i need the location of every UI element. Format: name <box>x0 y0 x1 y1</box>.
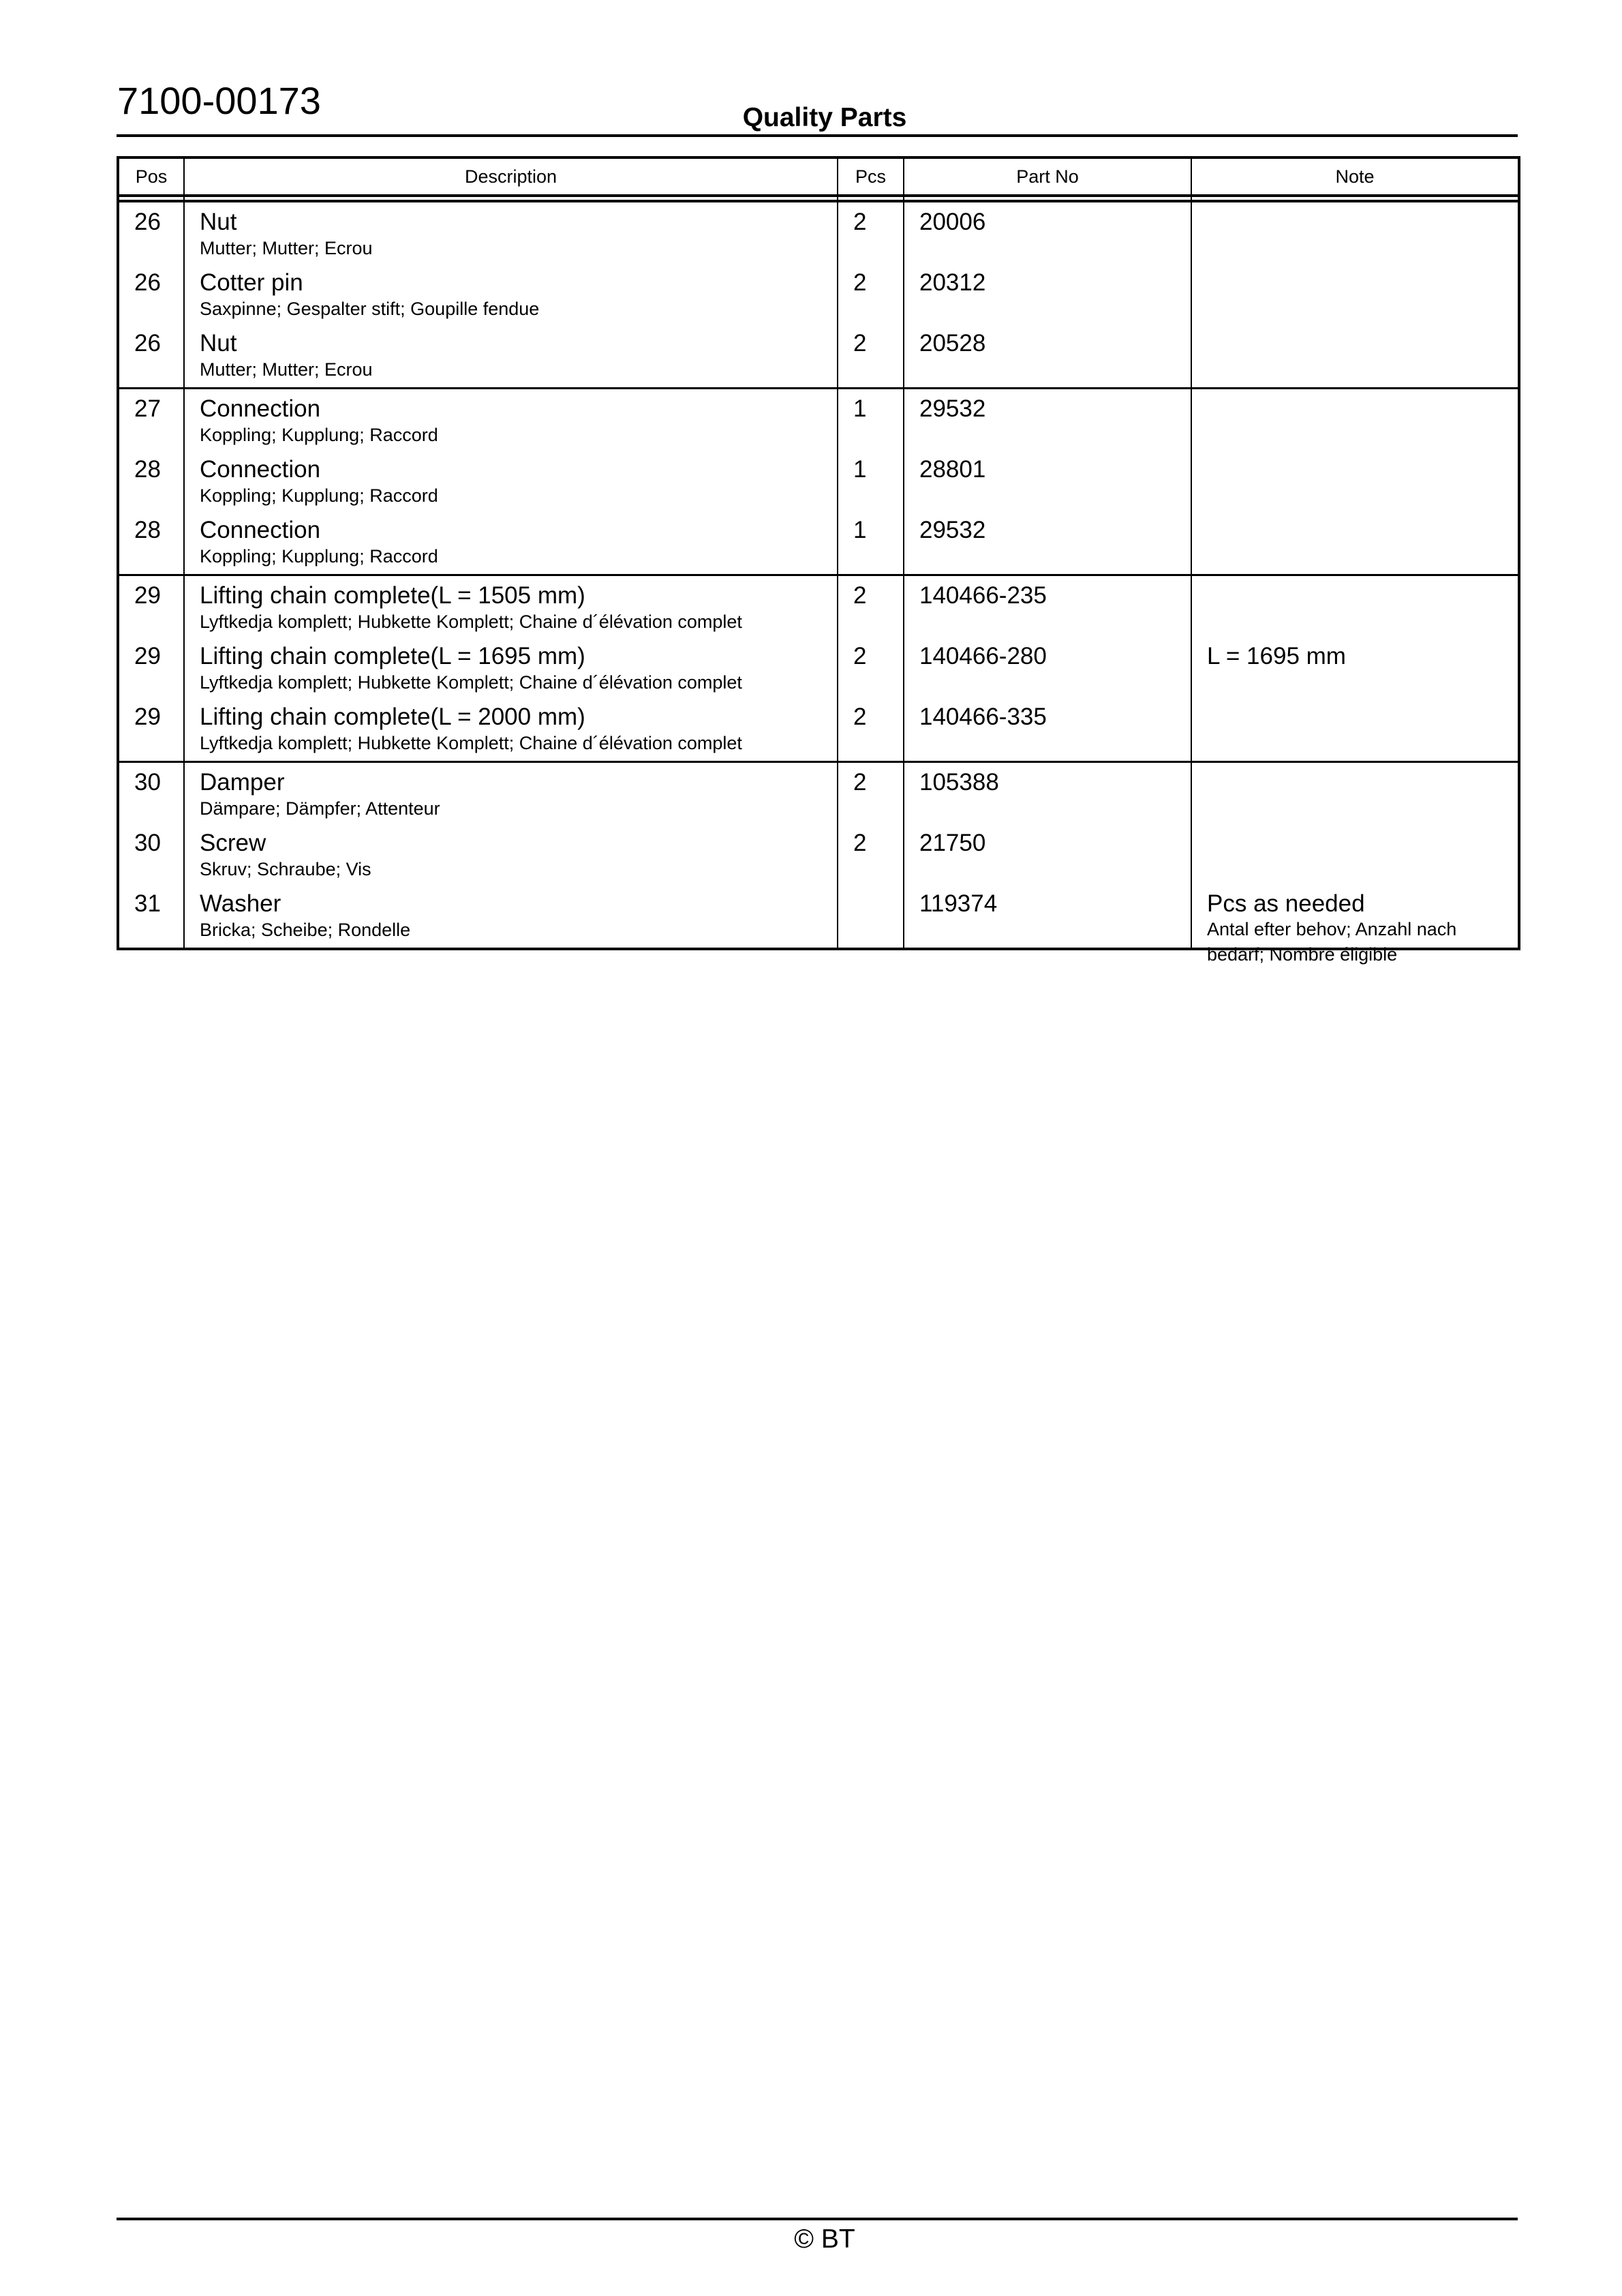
part-number: 21750 <box>919 830 986 856</box>
spacer-cell <box>184 196 838 201</box>
pcs-value: 2 <box>853 704 867 730</box>
pos-value: 27 <box>134 395 161 422</box>
pos-cell <box>118 884 184 949</box>
column-header-note: Note <box>1191 157 1519 196</box>
desc-cell <box>184 450 838 511</box>
part-name: Screw <box>200 830 266 856</box>
pcs-cell <box>838 884 904 949</box>
part-translations: Mutter; Mutter; Ecrou <box>200 359 373 380</box>
part-translations: Skruv; Schraube; Vis <box>200 859 371 879</box>
pos-cell <box>118 637 184 697</box>
table-row <box>118 450 1519 511</box>
part-name: Connection <box>200 517 321 543</box>
pcs-value: 1 <box>853 517 867 543</box>
partno-cell <box>904 201 1191 263</box>
partno-cell <box>904 697 1191 762</box>
part-translations: Koppling; Kupplung; Raccord <box>200 425 438 445</box>
part-translations: Mutter; Mutter; Ecrou <box>200 238 373 258</box>
table-row <box>118 824 1519 884</box>
pcs-cell <box>838 450 904 511</box>
table-row <box>118 511 1519 575</box>
part-name: Lifting chain complete(L = 2000 mm) <box>200 704 585 730</box>
table-row <box>118 762 1519 824</box>
pcs-value: 2 <box>853 269 867 296</box>
part-number: 29532 <box>919 517 986 543</box>
note-text: Pcs as needed <box>1207 890 1365 917</box>
table-row <box>118 637 1519 697</box>
desc-cell <box>184 389 838 451</box>
partno-cell <box>904 263 1191 324</box>
part-translations: Dämpare; Dämpfer; Attenteur <box>200 798 440 819</box>
pos-value: 29 <box>134 704 161 730</box>
part-translations: Bricka; Scheibe; Rondelle <box>200 920 411 940</box>
desc-cell <box>184 824 838 884</box>
part-number: 20528 <box>919 330 986 357</box>
table-body <box>118 201 1519 965</box>
spacer-cell <box>904 196 1191 201</box>
part-number: 20006 <box>919 209 986 235</box>
note-cell <box>1191 263 1519 324</box>
part-number: 28801 <box>919 456 986 483</box>
desc-cell <box>184 762 838 824</box>
part-number: 119374 <box>919 890 998 917</box>
pos-value: 29 <box>134 643 161 669</box>
note-cell <box>1191 575 1519 637</box>
note-cell <box>1191 884 1519 965</box>
parts-table <box>117 156 1520 965</box>
pos-value: 26 <box>134 330 161 357</box>
partno-cell <box>904 324 1191 389</box>
pos-value: 31 <box>134 890 161 917</box>
part-name: Lifting chain complete(L = 1695 mm) <box>200 643 585 669</box>
table-row <box>118 201 1519 263</box>
pcs-cell <box>838 389 904 451</box>
note-cell <box>1191 824 1519 884</box>
part-name: Nut <box>200 209 237 235</box>
part-name: Connection <box>200 456 321 483</box>
note-cell <box>1191 511 1519 575</box>
pos-value: 28 <box>134 456 161 483</box>
part-number: 140466-235 <box>919 582 1047 609</box>
partno-cell <box>904 637 1191 697</box>
pcs-value: 2 <box>853 209 867 235</box>
pos-value: 26 <box>134 209 161 235</box>
pos-cell <box>118 324 184 389</box>
column-header-pcs: Pcs <box>838 157 904 196</box>
part-translations: Koppling; Kupplung; Raccord <box>200 546 438 567</box>
pos-cell <box>118 575 184 637</box>
desc-cell <box>184 697 838 762</box>
part-name: Washer <box>200 890 281 917</box>
desc-cell <box>184 324 838 389</box>
note-cell <box>1191 324 1519 389</box>
partno-cell <box>904 511 1191 575</box>
document-number: 7100-00173 <box>117 79 321 122</box>
note-translations: Antal efter behov; Anzahl nach bedarf; Nombre éligible <box>1207 919 1457 965</box>
partno-cell <box>904 824 1191 884</box>
pos-value: 29 <box>134 582 161 609</box>
note-cell <box>1191 450 1519 511</box>
part-translations: Koppling; Kupplung; Raccord <box>200 485 438 506</box>
desc-cell <box>184 637 838 697</box>
part-name: Lifting chain complete(L = 1505 mm) <box>200 582 585 609</box>
part-name: Damper <box>200 769 285 796</box>
pcs-value: 2 <box>853 643 867 669</box>
pcs-cell <box>838 201 904 263</box>
part-name: Cotter pin <box>200 269 303 296</box>
pos-cell <box>118 450 184 511</box>
table-row <box>118 575 1519 637</box>
note-cell <box>1191 201 1519 263</box>
pcs-value: 2 <box>853 769 867 796</box>
column-header-part-no: Part No <box>904 157 1191 196</box>
partno-cell <box>904 884 1191 949</box>
desc-cell <box>184 511 838 575</box>
desc-cell <box>184 575 838 637</box>
desc-cell <box>184 201 838 263</box>
part-name: Connection <box>200 395 321 422</box>
part-name: Nut <box>200 330 237 357</box>
desc-cell <box>184 884 838 949</box>
partno-cell <box>904 575 1191 637</box>
desc-cell <box>184 263 838 324</box>
pos-cell <box>118 697 184 762</box>
part-number: 20312 <box>919 269 986 296</box>
part-number: 140466-280 <box>919 643 1047 669</box>
note-cell <box>1191 637 1519 697</box>
pos-cell <box>118 201 184 263</box>
pcs-cell <box>838 575 904 637</box>
pos-value: 26 <box>134 269 161 296</box>
partno-cell <box>904 450 1191 511</box>
pcs-cell <box>838 824 904 884</box>
pcs-cell <box>838 324 904 389</box>
part-translations: Lyftkedja komplett; Hubkette Komplett; Chaine d´élévation complet <box>200 611 742 632</box>
copyright: © BT <box>794 2224 855 2254</box>
pcs-value: 2 <box>853 830 867 856</box>
pcs-value: 1 <box>853 395 867 422</box>
part-translations: Lyftkedja komplett; Hubkette Komplett; Chaine d´élévation complet <box>200 733 742 753</box>
pos-cell <box>118 263 184 324</box>
pos-cell <box>118 389 184 451</box>
table-row <box>118 263 1519 324</box>
note-text: L = 1695 mm <box>1207 643 1346 669</box>
pos-cell <box>118 762 184 824</box>
partno-cell <box>904 762 1191 824</box>
column-header-description: Description <box>184 157 838 196</box>
table-header-row <box>118 157 1519 196</box>
pcs-value: 2 <box>853 582 867 609</box>
table-row <box>118 884 1519 949</box>
pcs-value: 2 <box>853 330 867 357</box>
header-divider <box>117 134 1518 137</box>
part-translations: Saxpinne; Gespalter stift; Goupille fendue <box>200 299 540 319</box>
part-number: 140466-335 <box>919 704 1047 730</box>
page-title: Quality Parts <box>742 103 907 132</box>
pos-value: 28 <box>134 517 161 543</box>
note-cell <box>1191 389 1519 451</box>
table-row <box>118 697 1519 762</box>
note-cell <box>1191 762 1519 824</box>
spacer-cell <box>838 196 904 201</box>
part-number: 105388 <box>919 769 999 796</box>
pos-cell <box>118 511 184 575</box>
header-spacer-row <box>118 196 1519 201</box>
table-row <box>118 389 1519 451</box>
table-row <box>118 324 1519 389</box>
pcs-cell <box>838 637 904 697</box>
pcs-cell <box>838 263 904 324</box>
pos-value: 30 <box>134 769 161 796</box>
pos-value: 30 <box>134 830 161 856</box>
footer-divider <box>117 2218 1518 2220</box>
pos-cell <box>118 824 184 884</box>
pcs-cell <box>838 762 904 824</box>
column-header-pos: Pos <box>118 157 184 196</box>
pcs-value: 1 <box>853 456 867 483</box>
part-number: 29532 <box>919 395 986 422</box>
spacer-cell <box>1191 196 1519 201</box>
partno-cell <box>904 389 1191 451</box>
part-translations: Lyftkedja komplett; Hubkette Komplett; Chaine d´élévation complet <box>200 672 742 693</box>
pcs-cell <box>838 697 904 762</box>
note-cell <box>1191 697 1519 762</box>
spacer-cell <box>118 196 184 201</box>
pcs-cell <box>838 511 904 575</box>
